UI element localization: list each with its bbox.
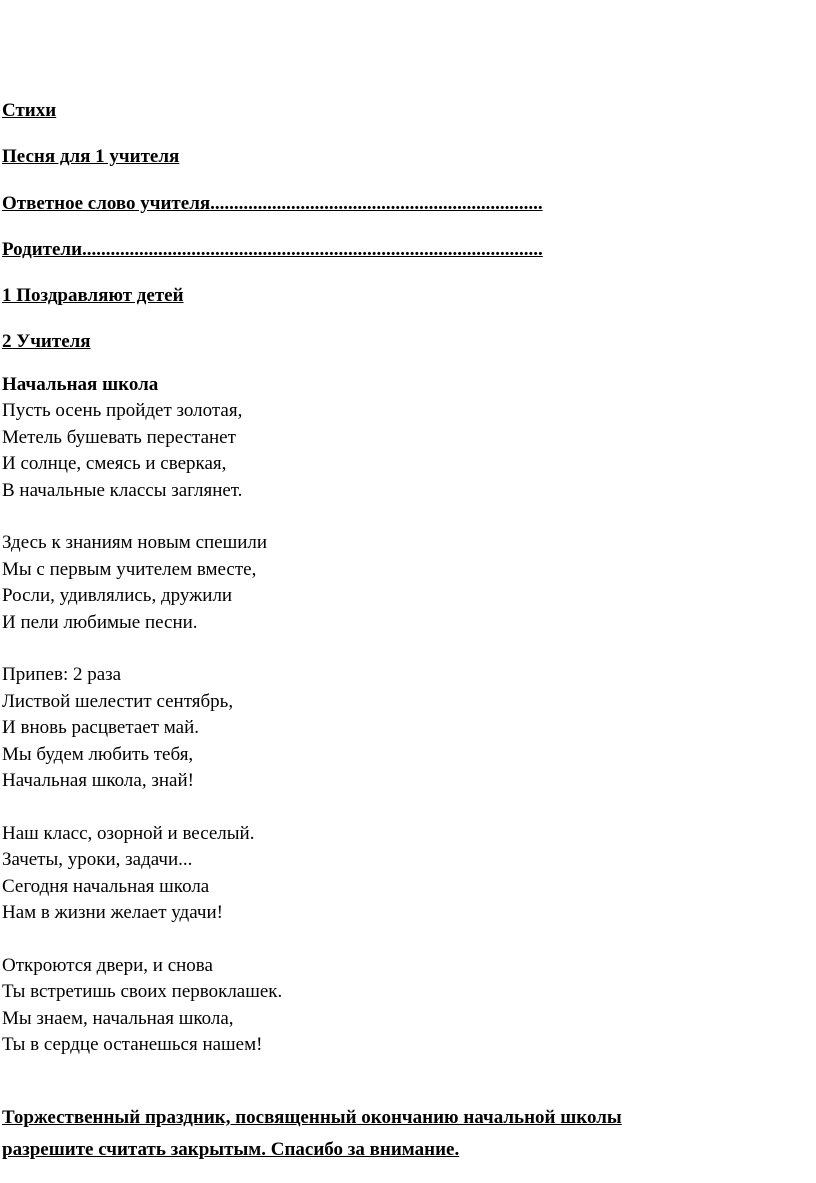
toc-item-teacher-reply: Ответное слово учителя...................................................................... [2, 193, 543, 214]
poem-line: Росли, удивлялись, дружили [2, 585, 233, 607]
poem-line: Начальная школа, знай! [2, 770, 194, 792]
poem [2, 372, 282, 1059]
toc-item-teachers: 2 Учителя [2, 331, 91, 352]
closing-line: разрешите считать закрытым. Спасибо за внимание. [2, 1139, 460, 1160]
poem-line: Мы знаем, начальная школа, [2, 1007, 234, 1029]
stanza [2, 398, 282, 504]
poem-line: Листвой шелестит сентябрь, [2, 690, 234, 712]
poem-line: И вновь расцветает май. [2, 717, 200, 739]
toc-item-children-congrats: 1 Поздравляют детей [2, 285, 184, 306]
closing-statement [2, 1102, 802, 1166]
poem-line: Ты встретишь своих первоклашек. [2, 981, 283, 1003]
poem-line: Ты в сердце останешься нашем! [2, 1034, 263, 1056]
poem-line: Нам в жизни желает удачи! [2, 902, 223, 924]
toc-item-poems: Стихи [2, 100, 57, 121]
toc-item-parents: Родители................................................................................................. [2, 239, 543, 260]
poem-line: Откроются двери, и снова [2, 954, 213, 976]
closing-line: Торжественный праздник, посвященный окончанию начальной школы [2, 1107, 622, 1128]
poem-line: Мы с первым учителем вместе, [2, 558, 257, 580]
poem-line: И солнце, смеясь и сверкая, [2, 453, 227, 475]
stanza [2, 953, 282, 1059]
poem-line: Здесь к знаниям новым спешили [2, 532, 268, 554]
poem-line: И пели любимые песни. [2, 611, 198, 633]
toc-item-song: Песня для 1 учителя [2, 146, 180, 167]
stanza [2, 821, 282, 927]
poem-line: В начальные классы заглянет. [2, 479, 243, 501]
poem-line: Сегодня начальная школа [2, 875, 210, 897]
poem-line: Метель бушевать перестанет [2, 426, 236, 448]
stanza-chorus [2, 662, 282, 794]
poem-line: Наш класс, озорной и веселый. [2, 822, 255, 844]
stanza [2, 530, 282, 636]
poem-title: Начальная школа [2, 374, 159, 395]
poem-line: Мы будем любить тебя, [2, 743, 194, 765]
poem-line: Припев: 2 раза [2, 664, 122, 686]
poem-line: Зачеты, уроки, задачи... [2, 849, 193, 871]
poem-line: Пусть осень пройдет золотая, [2, 400, 243, 422]
